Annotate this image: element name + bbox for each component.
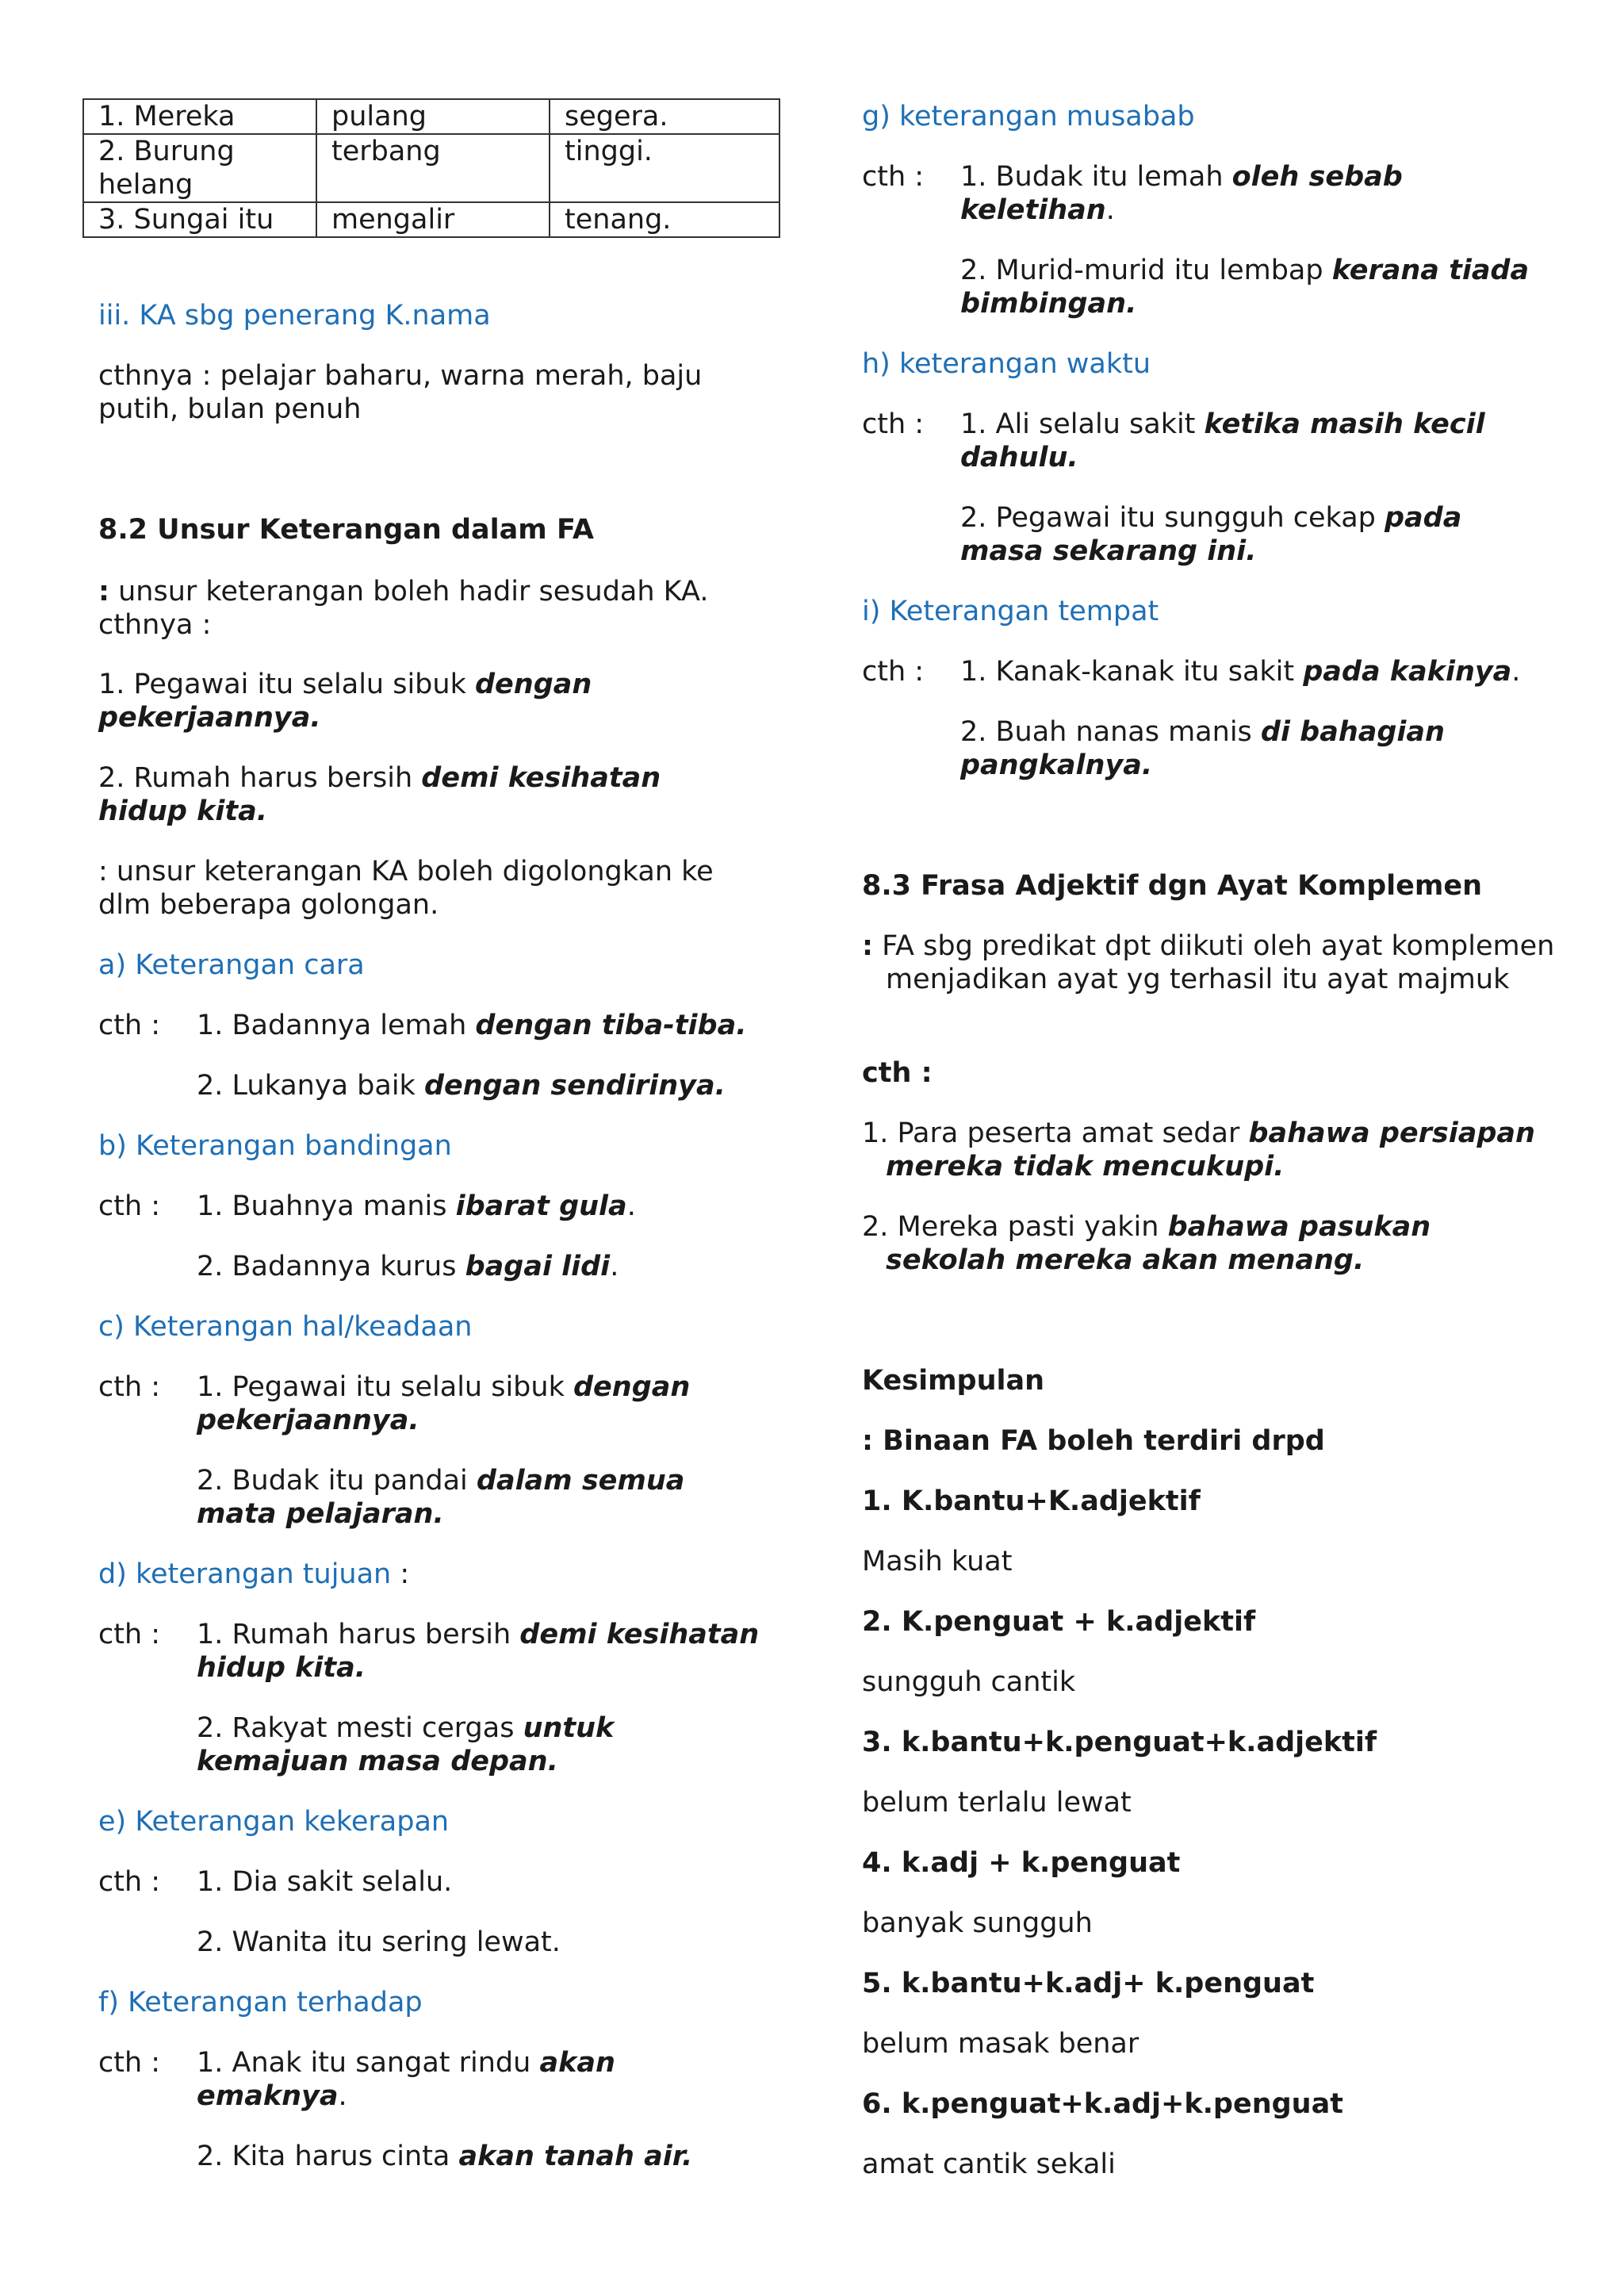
- list-item: 2. Lukanya baik dengan sendirinya.: [197, 1070, 726, 1102]
- cth-label: cth :: [98, 1371, 161, 1403]
- cth-label: cth :: [98, 2047, 161, 2079]
- subheading-h: h) keterangan waktu: [862, 348, 1151, 380]
- cth-label: cth :: [862, 161, 925, 193]
- construct-6-example: amat cantik sekali: [862, 2148, 1116, 2180]
- cth-label: cth :: [98, 1619, 161, 1650]
- list-item: 2. Buah nanas manis di bahagian pangkalnya.: [960, 716, 1445, 781]
- example-1: 1. Pegawai itu selalu sibuk dengan pekerjaannya.: [98, 669, 592, 734]
- example-text: 1. Badannya lemah dengan tiba-tiba.: [197, 1010, 747, 1041]
- table-row: [83, 99, 779, 134]
- list-item: 2. Budak itu pandai dalam semua mata pelajaran.: [197, 1465, 685, 1530]
- table-cell: pulang: [316, 99, 550, 134]
- conclusion-title: Kesimpulan: [862, 1365, 1045, 1397]
- construct-4-example: banyak sungguh: [862, 1907, 1093, 1939]
- list-item: 2. Rakyat mesti cergas untuk kemajuan masa depan.: [197, 1712, 615, 1777]
- construct-1: 1. K.bantu+K.adjektif: [862, 1485, 1201, 1517]
- table-cell: tinggi.: [550, 134, 779, 202]
- subheading-f: f) Keterangan terhadap: [98, 1987, 423, 2018]
- example-2: 2. Rumah harus bersih demi kesihatan hidup kita.: [98, 762, 661, 827]
- section-8-3-cth: cth :: [862, 1057, 933, 1089]
- cth-label: cth :: [862, 408, 925, 440]
- cth-label: cth :: [98, 1866, 161, 1898]
- conclusion-subtitle: : Binaan FA boleh terdiri drpd: [862, 1425, 1325, 1457]
- construct-3: 3. k.bantu+k.penguat+k.adjektif: [862, 1727, 1377, 1758]
- subheading-d: d) keterangan tujuan :: [98, 1558, 410, 1590]
- list-item: 2. Wanita itu sering lewat.: [197, 1926, 561, 1958]
- table-cell: 3. Sungai itu: [83, 202, 316, 237]
- list-item: 2. Badannya kurus bagai lidi.: [197, 1251, 619, 1282]
- construct-2: 2. K.penguat + k.adjektif: [862, 1606, 1256, 1638]
- subheading-b: b) Keterangan bandingan: [98, 1130, 452, 1162]
- subheading-c: c) Keterangan hal/keadaan: [98, 1311, 473, 1343]
- section-8-2-group: : unsur keterangan KA boleh digolongkan ke dlm beberapa golongan.: [98, 856, 714, 921]
- list-item: 2. Murid-murid itu lembap kerana tiada bimbingan.: [960, 255, 1530, 320]
- subheading-a: a) Keterangan cara: [98, 949, 365, 981]
- verb-adjective-table: [82, 98, 780, 238]
- construct-6: 6. k.penguat+k.adj+k.penguat: [862, 2088, 1343, 2120]
- construct-1-example: Masih kuat: [862, 1546, 1013, 1577]
- list-item: 2. Mereka pasti yakin bahawa pasukan sekolah mereka akan menang.: [862, 1211, 1431, 1276]
- example-text: 1. Anak itu sangat rindu akan emaknya.: [197, 2047, 615, 2112]
- subheading-iii-example: cthnya : pelajar baharu, warna merah, baju putih, bulan penuh: [98, 360, 703, 425]
- list-item: 2. Pegawai itu sungguh cekap pada masa sekarang ini.: [960, 502, 1462, 567]
- example-text: 1. Dia sakit selalu.: [197, 1866, 453, 1898]
- example-text: 1. Pegawai itu selalu sibuk dengan pekerjaannya.: [197, 1371, 691, 1436]
- example-text: 1. Ali selalu sakit ketika masih kecil dahulu.: [960, 408, 1485, 473]
- table-cell: 1. Mereka: [83, 99, 316, 134]
- cth-label: cth :: [862, 656, 925, 688]
- table-cell: 2. Burung helang: [83, 134, 316, 202]
- subheading-e: e) Keterangan kekerapan: [98, 1806, 450, 1838]
- construct-5-example: belum masak benar: [862, 2028, 1139, 2060]
- table-cell: tenang.: [550, 202, 779, 237]
- table-cell: terbang: [316, 134, 550, 202]
- construct-2-example: sungguh cantik: [862, 1666, 1076, 1698]
- example-text: 1. Rumah harus bersih demi kesihatan hidup kita.: [197, 1619, 760, 1684]
- list-item: 2. Kita harus cinta akan tanah air.: [197, 2141, 693, 2172]
- cth-label: cth :: [98, 1190, 161, 1222]
- list-item: 1. Para peserta amat sedar bahawa persiapan mereka tidak mencukupi.: [862, 1117, 1535, 1182]
- section-8-3-title: 8.3 Frasa Adjektif dgn Ayat Komplemen: [862, 870, 1482, 902]
- example-text: 1. Budak itu lemah oleh sebab keletihan.: [960, 161, 1403, 226]
- construct-4: 4. k.adj + k.penguat: [862, 1847, 1181, 1879]
- table-cell: segera.: [550, 99, 779, 134]
- subheading-i: i) Keterangan tempat: [862, 596, 1159, 627]
- subheading-iii: iii. KA sbg penerang K.nama: [98, 300, 491, 332]
- table-cell: mengalir: [316, 202, 550, 237]
- construct-3-example: belum terlalu lewat: [862, 1787, 1132, 1819]
- section-8-2-intro: : unsur keterangan boleh hadir sesudah KA. cthnya :: [98, 576, 709, 641]
- table-row: [83, 134, 779, 202]
- subheading-g: g) keterangan musabab: [862, 101, 1195, 132]
- section-8-2-title: 8.2 Unsur Keterangan dalam FA: [98, 514, 594, 546]
- example-text: 1. Buahnya manis ibarat gula.: [197, 1190, 636, 1222]
- table-row: [83, 202, 779, 237]
- construct-5: 5. k.bantu+k.adj+ k.penguat: [862, 1968, 1315, 1999]
- section-8-3-intro: : FA sbg predikat dpt diikuti oleh ayat komplemen menjadikan ayat yg terhasil itu ayat majmuk: [862, 930, 1555, 995]
- cth-label: cth :: [98, 1010, 161, 1041]
- example-text: 1. Kanak-kanak itu sakit pada kakinya.: [960, 656, 1521, 688]
